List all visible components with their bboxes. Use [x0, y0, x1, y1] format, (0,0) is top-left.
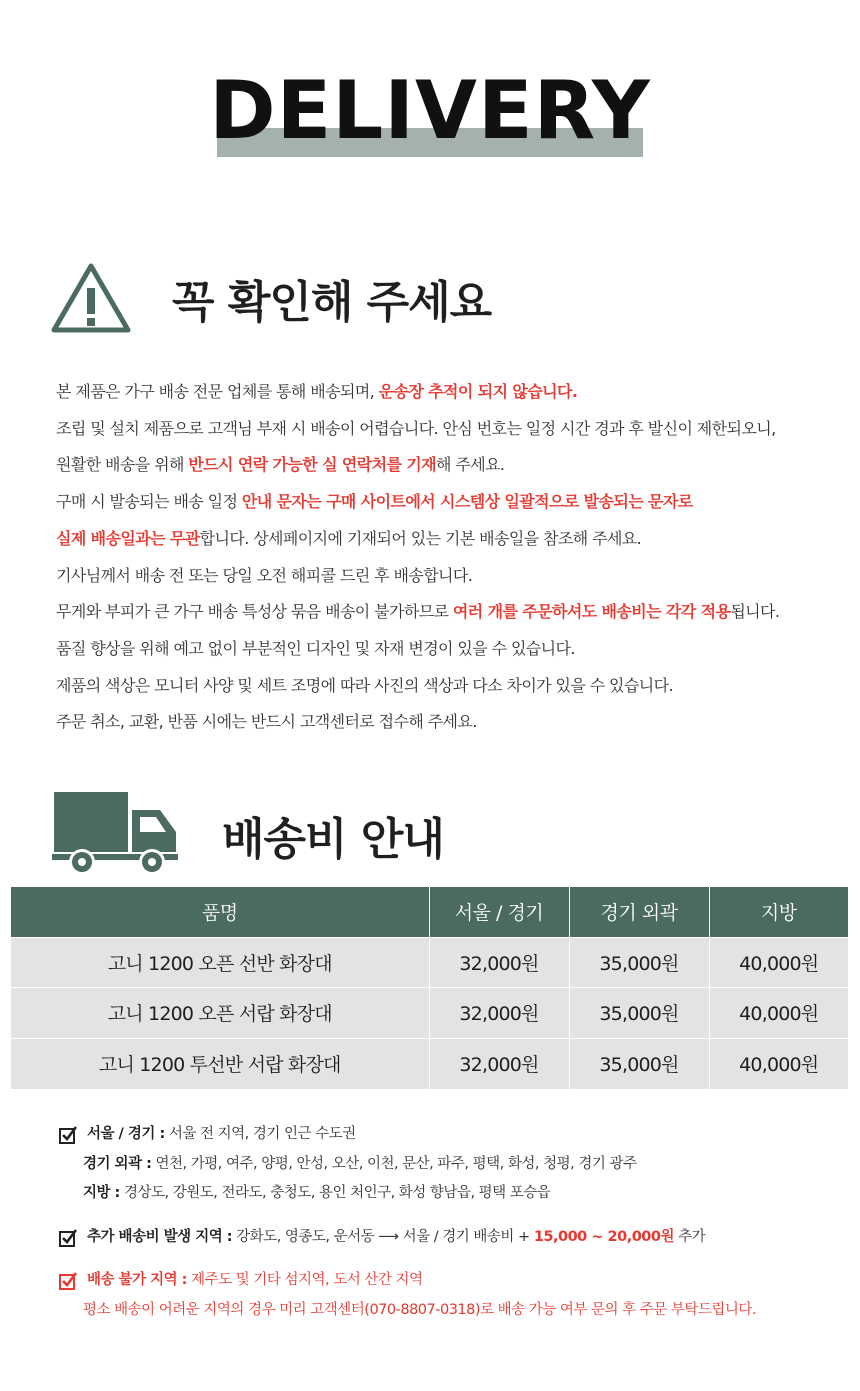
- extra-fee-amount: 15,000 ~ 20,000원: [533, 1228, 674, 1245]
- notice-line: 조립 및 설치 제품으로 고객님 부재 시 배송이 어렵습니다. 안심 번호는 일정 시간 경과 후 발신이 제한되오니,: [56, 418, 776, 438]
- note-seoul-label: 서울 / 경기 :: [87, 1126, 165, 1142]
- notice-line: 구매 시 발송되는 배송 일정 안내 문자는 구매 사이트에서 시스템상 일괄적으로 발송되는 문자로: [56, 492, 693, 512]
- notice-section-heading: [50, 262, 491, 334]
- notice-line: 기사님께서 배송 전 또는 당일 오전 해피콜 드린 후 배송합니다.: [56, 565, 473, 585]
- warning-triangle-icon: [50, 262, 132, 334]
- price-cell: 32,000원: [429, 937, 569, 988]
- column-header-seoul: 서울 / 경기: [429, 887, 569, 937]
- notice-line: 실제 배송일과는 무관합니다. 상세페이지에 기재되어 있는 기본 배송일을 참조해 주세요.: [56, 528, 642, 548]
- notice-line: 제품의 색상은 모니터 사양 및 세트 조명에 따라 사진의 색상과 다소 차이가 있을 수 있습니다.: [56, 675, 673, 695]
- notice-line: 본 제품은 가구 배송 전문 업체를 통해 배송되며, 운송장 추적이 되지 않습니다.: [56, 382, 578, 401]
- column-header-product: 품명: [11, 887, 429, 937]
- fee-section-heading: [52, 790, 444, 880]
- price-cell: 40,000원: [709, 1038, 848, 1089]
- notice-list: [56, 374, 856, 741]
- notice-line: 무게와 부피가 큰 가구 배송 특성상 묶음 배송이 불가하므로 여러 개를 주문하셔도 배송비는 각각 적용됩니다.: [56, 602, 780, 622]
- price-cell: 40,000원: [709, 988, 848, 1039]
- product-name-cell: 고니 1200 오픈 서랍 화장대: [11, 988, 429, 1039]
- price-cell: 35,000원: [569, 1038, 709, 1089]
- checkbox-checked-icon: [58, 1125, 78, 1145]
- delivery-notes: [58, 1120, 848, 1325]
- table-row: [11, 988, 848, 1039]
- note-outer: 경기 외곽 : 연천, 가평, 여주, 양평, 안성, 오산, 이천, 문산, 파주, 평택, 화성, 청평, 경기 광주: [83, 1155, 637, 1172]
- note-no-delivery-sub: 평소 배송이 어려운 지역의 경우 미리 고객센터(070-8807-0318)로 배송 가능 여부 문의 후 주문 부탁드립니다.: [83, 1301, 757, 1318]
- note-no-delivery: 배송 불가 지역 : 제주도 및 기타 섬지역, 도서 산간 지역: [58, 1266, 848, 1296]
- table-header-row: [11, 887, 848, 937]
- checkbox-checked-icon: [58, 1271, 78, 1291]
- price-cell: 35,000원: [569, 988, 709, 1039]
- column-header-local: 지방: [709, 887, 848, 937]
- notice-section-title: 꼭 확인해 주세요: [172, 277, 492, 328]
- note-seoul-text: 서울 전 지역, 경기 인근 수도권: [164, 1126, 356, 1142]
- price-cell: 32,000원: [429, 988, 569, 1039]
- delivery-fee-table: [11, 887, 848, 1089]
- product-name-cell: 고니 1200 오픈 선반 화장대: [11, 937, 429, 988]
- table-row: [11, 1038, 848, 1089]
- price-cell: 35,000원: [569, 937, 709, 988]
- checkbox-checked-icon: [58, 1228, 78, 1248]
- truck-icon: [52, 790, 178, 880]
- table-row: [11, 937, 848, 988]
- notice-line: 주문 취소, 교환, 반품 시에는 반드시 고객센터로 접수해 주세요.: [56, 712, 477, 732]
- price-cell: 40,000원: [709, 937, 848, 988]
- price-cell: 32,000원: [429, 1038, 569, 1089]
- notice-line: 원활한 배송을 위해 반드시 연락 가능한 실 연락처를 기재해 주세요.: [56, 455, 505, 475]
- page-title: DELIVERY: [209, 64, 651, 157]
- note-seoul: [58, 1120, 848, 1150]
- product-name-cell: 고니 1200 투선반 서랍 화장대: [11, 1038, 429, 1089]
- fee-section-title: 배송비 안내: [222, 814, 444, 865]
- note-extra-fee: 추가 배송비 발생 지역 : 강화도, 영종도, 운서동 ⟶ 서울 / 경기 배송비 + 15,000 ~ 20,000원 추가: [58, 1223, 848, 1253]
- note-local: 지방 : 경상도, 강원도, 전라도, 충청도, 용인 처인구, 화성 향남읍, 평택 포승읍: [83, 1185, 551, 1201]
- hero-header: [0, 0, 860, 170]
- notice-line: 품질 향상을 위해 예고 없이 부분적인 디자인 및 자재 변경이 있을 수 있습니다.: [56, 638, 575, 658]
- column-header-outer: 경기 외곽: [569, 887, 709, 937]
